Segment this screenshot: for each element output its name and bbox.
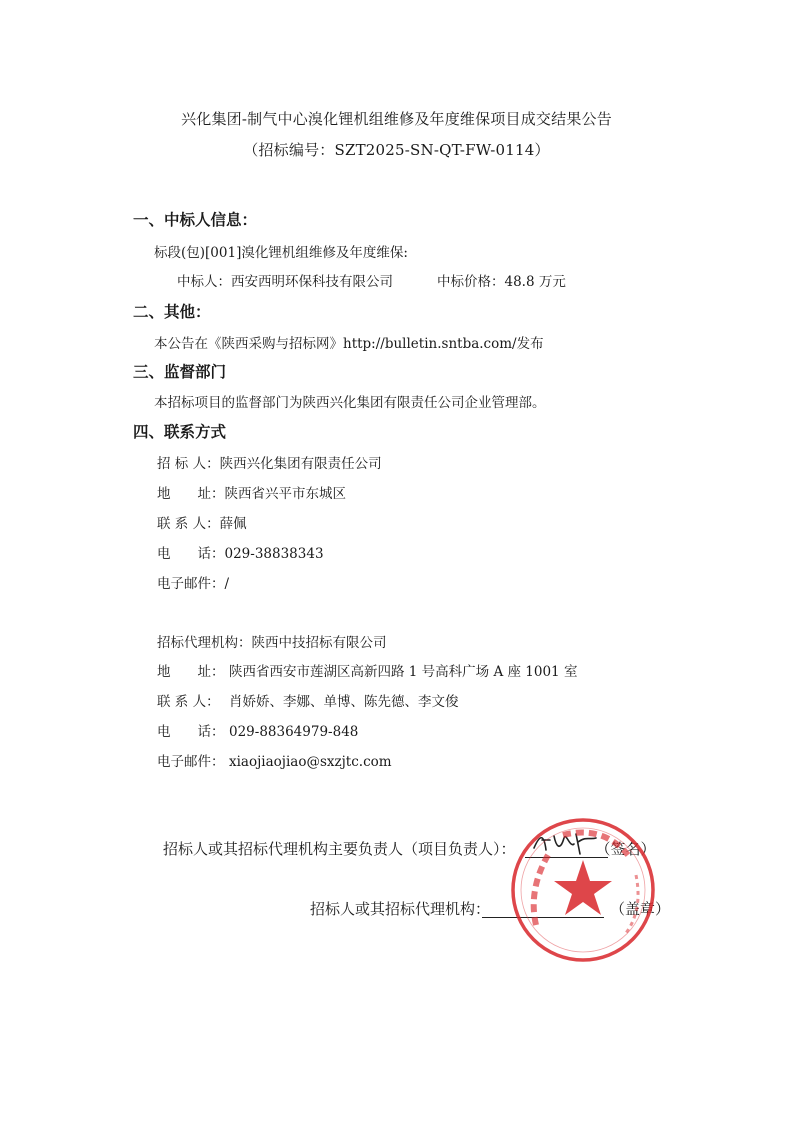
- signature-person-suffix: （签名）: [595, 840, 656, 858]
- winner-label: 中标人：: [177, 274, 231, 290]
- tenderer-email-label: 电子邮件：: [157, 576, 225, 592]
- section-heading-winner: 一、中标人信息：: [133, 211, 258, 229]
- company-seal: [508, 815, 658, 965]
- price-row: [437, 270, 566, 290]
- agency-name: 陕西中技招标有限公司: [251, 635, 387, 651]
- tenderer-phone-row: [157, 542, 324, 562]
- supervision-text: 本招标项目的监督部门为陕西兴化集团有限责任公司企业管理部。: [154, 395, 546, 411]
- agency-address-row: [157, 660, 577, 680]
- publication-notice: 本公告在《陕西采购与招标网》http://bulletin.sntba.com/发布: [154, 336, 544, 352]
- winner-row: [177, 270, 393, 290]
- signature-person-label: 招标人或其招标代理机构主要负责人（项目负责人）：: [163, 840, 516, 858]
- agency-contact-label: 联 系 人：: [157, 694, 220, 710]
- price-value: 48.8 万元: [504, 274, 566, 290]
- agency-email: xiaojiaojiao@sxzjtc.com: [229, 754, 392, 770]
- section-heading-contact: 四、联系方式: [133, 423, 227, 441]
- agency-name-label: 招标代理机构：: [157, 635, 252, 651]
- agency-address-label: 地 址：: [157, 664, 225, 680]
- agency-email-row: [157, 750, 392, 770]
- tenderer-phone: 029-38838343: [224, 546, 324, 562]
- star-icon: [554, 860, 612, 915]
- agency-contact: 肖娇娇、李娜、单博、陈先德、李文俊: [229, 694, 459, 710]
- tenderer-name-label: 招 标 人：: [157, 456, 220, 472]
- signature-org-suffix: （盖章）: [610, 900, 671, 918]
- tenderer-address: 陕西省兴平市东城区: [224, 486, 346, 502]
- tenderer-email: /: [224, 576, 230, 592]
- tenderer-email-row: [157, 572, 229, 592]
- winner-name: 西安西明环保科技有限公司: [231, 274, 393, 290]
- signature-org-label: 招标人或其招标代理机构：: [310, 900, 491, 918]
- tenderer-address-row: [157, 482, 346, 502]
- tenderer-contact: 薛佩: [219, 516, 247, 532]
- price-label: 中标价格：: [437, 274, 505, 290]
- tenderer-address-label: 地 址：: [157, 486, 225, 502]
- agency-phone-row: [157, 720, 358, 740]
- lot-description: 标段(包)[001]溴化锂机组维修及年度维保:: [154, 245, 408, 261]
- agency-phone-label: 电 话：: [157, 724, 225, 740]
- section-heading-supervision: 三、监督部门: [133, 363, 227, 381]
- tenderer-phone-label: 电 话：: [157, 546, 225, 562]
- agency-address: 陕西省西安市莲湖区高新四路 1 号高科广场 A 座 1001 室: [229, 664, 578, 680]
- tenderer-contact-label: 联 系 人：: [157, 516, 220, 532]
- agency-phone: 029-88364979-848: [229, 724, 359, 740]
- tender-number: （招标编号：SZT2025-SN-QT-FW-0114）: [243, 141, 550, 159]
- agency-email-label: 电子邮件：: [157, 754, 225, 770]
- document-title: 兴化集团-制气中心溴化锂机组维修及年度维保项目成交结果公告: [181, 110, 612, 128]
- tenderer-name: 陕西兴化集团有限责任公司: [219, 456, 382, 472]
- agency-contact-row: [157, 690, 459, 710]
- tenderer-contact-row: [157, 512, 247, 532]
- agency-name-row: [157, 631, 387, 651]
- section-heading-other: 二、其他：: [133, 303, 211, 321]
- tenderer-name-row: [157, 452, 382, 472]
